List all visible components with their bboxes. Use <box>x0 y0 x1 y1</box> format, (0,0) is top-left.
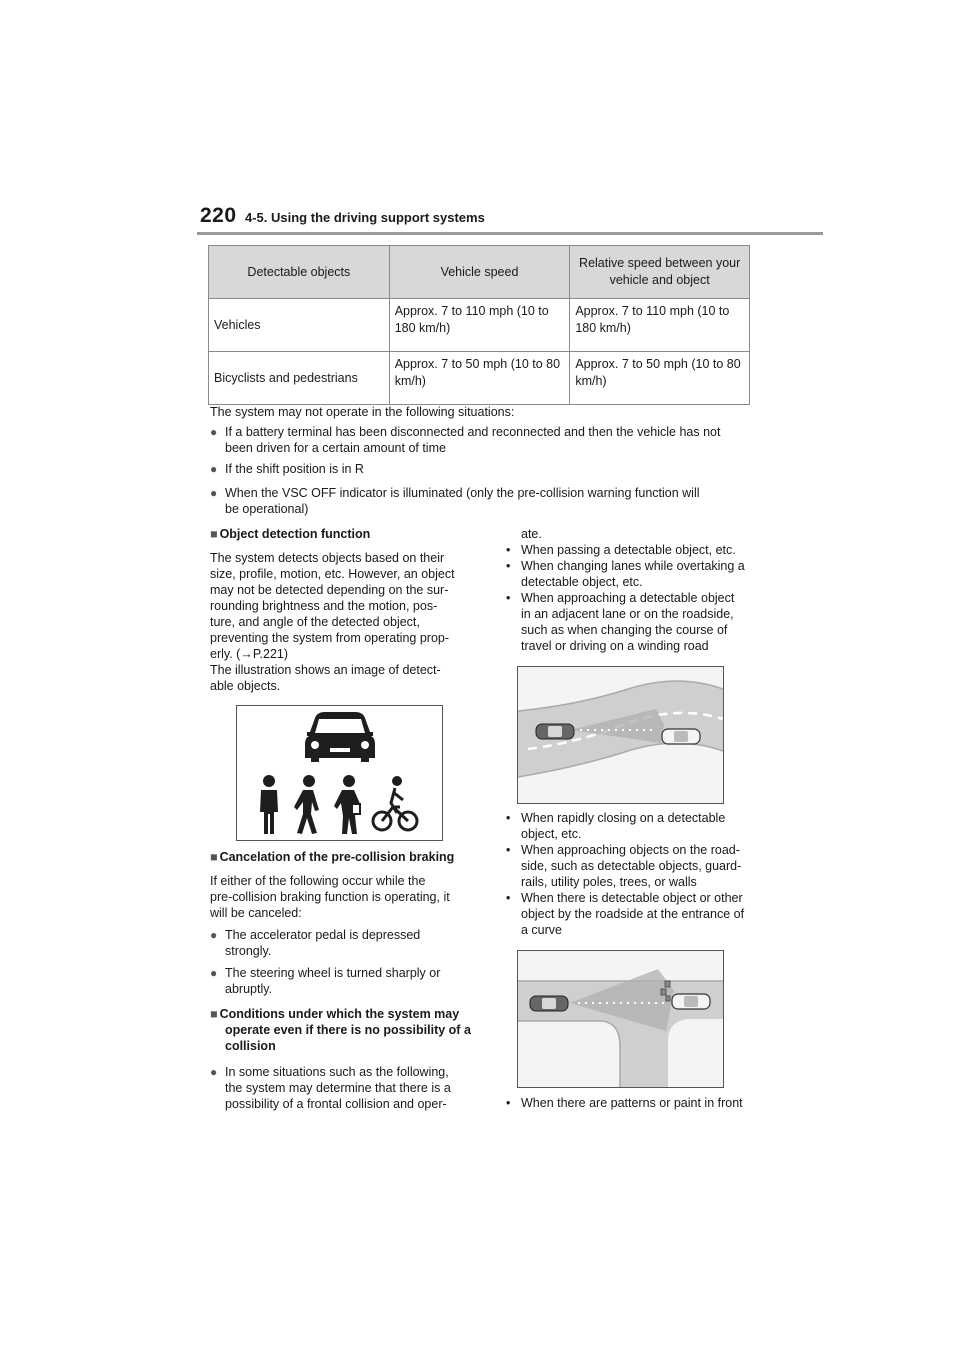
page-number: 220 <box>200 204 237 227</box>
table-header-cell: Relative speed between your vehicle and object <box>570 246 750 299</box>
table-cell: Approx. 7 to 50 mph (10 to 80 km/h) <box>389 352 570 405</box>
detectable-objects-table <box>208 245 750 405</box>
curve-entrance-figure <box>518 951 723 1087</box>
header-rule <box>197 232 823 235</box>
pedestrian-icon <box>260 775 278 834</box>
table-header-cell: Vehicle speed <box>389 246 570 299</box>
own-car-icon <box>530 996 568 1011</box>
table-row <box>209 352 750 405</box>
winding-road-illustration <box>517 666 724 804</box>
intro-text: The system may not operate in the following situations: <box>210 405 515 419</box>
table-header-cell: Detectable objects <box>209 246 390 299</box>
section-title: 4-5. Using the driving support systems <box>245 210 485 225</box>
pedestrian-with-bag-icon <box>334 775 361 834</box>
walking-pedestrian-icon <box>294 775 319 834</box>
car-front-icon <box>305 712 375 762</box>
table-cell: Approx. 7 to 110 mph (10 to 180 km/h) <box>389 299 570 352</box>
cancelation-text: If either of the following occur while the pre-collision braking function is operating, it will be canceled: <box>210 874 450 920</box>
curve-entrance-illustration <box>517 950 724 1088</box>
table-cell: Approx. 7 to 110 mph (10 to 180 km/h) <box>570 299 750 352</box>
detected-car-icon <box>662 729 700 744</box>
table-cell: Approx. 7 to 50 mph (10 to 80 km/h) <box>570 352 750 405</box>
continued-text: ate. <box>521 527 542 541</box>
table-row <box>209 299 750 352</box>
detectable-objects-figure <box>237 706 442 840</box>
table-cell: Vehicles <box>209 299 390 352</box>
heading-cancelation: ■ Cancelation of the pre-collision braking <box>210 850 455 864</box>
object-detection-text: The system detects objects based on their size, profile, motion, etc. However, an object may not be detected depending on the sur- rounding brightness and the motion, pos- ture, and angle of the detected object, preventing the system from operating prop- erly. (→P.221) The illustration shows an image of detect- able objects. <box>210 551 455 693</box>
detected-car-icon <box>672 994 710 1009</box>
heading-conditions: ■ Conditions under which the system may operate even if there is no possibility of a collision <box>210 1007 471 1053</box>
table-cell: Bicyclists and pedestrians <box>209 352 390 405</box>
detectable-objects-illustration <box>236 705 443 841</box>
own-car-icon <box>536 724 574 739</box>
table-header-row <box>209 246 750 299</box>
heading-object-detection: ■ Object detection function <box>210 527 371 541</box>
winding-road-figure <box>518 667 723 803</box>
bicyclist-icon <box>373 776 417 830</box>
